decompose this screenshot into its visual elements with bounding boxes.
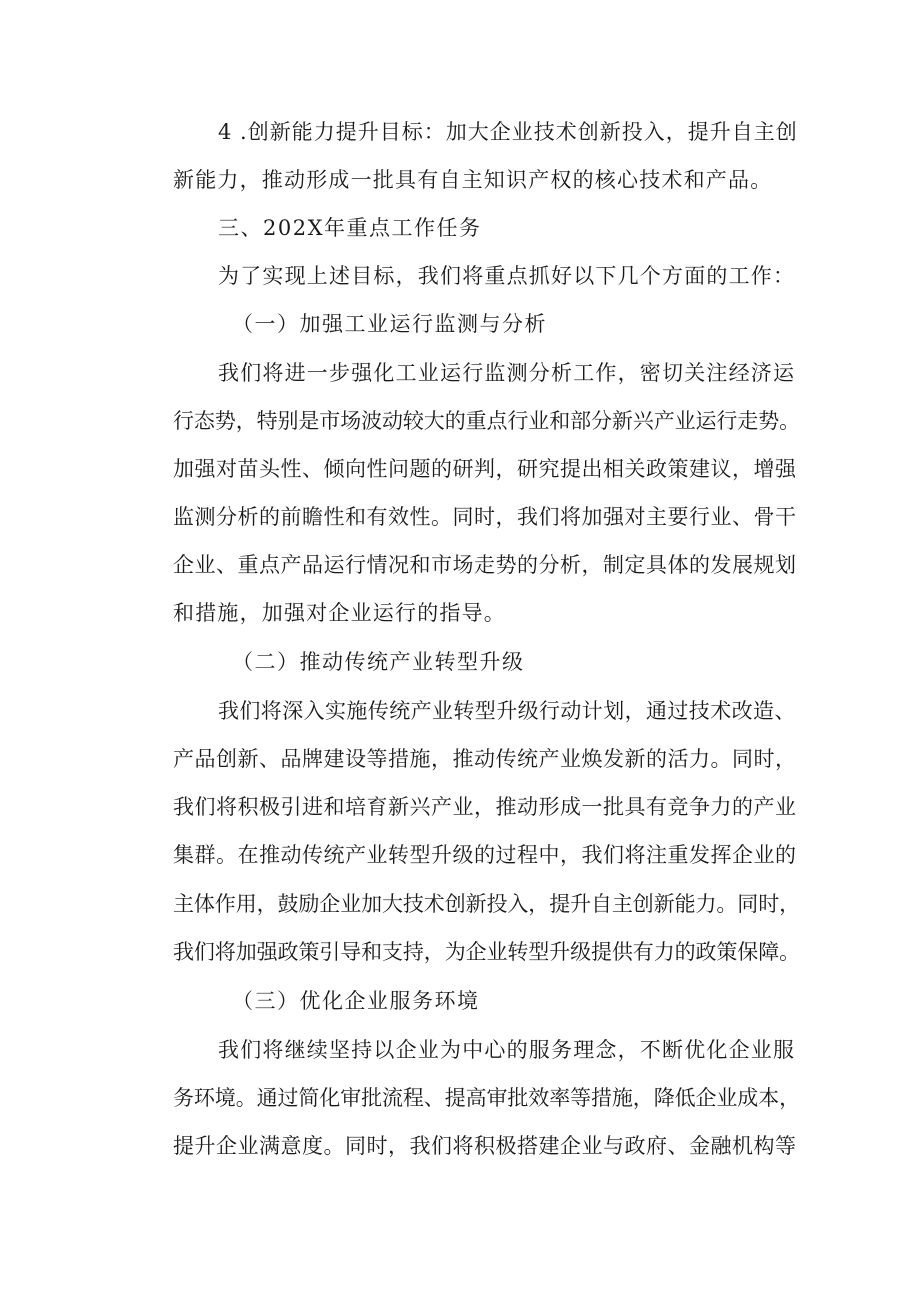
paragraph-line: 企业、重点产品运行情况和市场走势的分析，制定具体的发展规划 [173, 553, 797, 577]
paragraph-line: 主体作用，鼓励企业加大技术创新投入，提升自主创新能力。同时， [173, 892, 800, 916]
paragraph-line: 为了实现上述目标，我们将重点抓好以下几个方面的工作： [218, 264, 796, 288]
subsection-heading: （二）推动传统产业转型升级 [232, 650, 525, 674]
paragraph-line: 我们将继续坚持以企业为中心的服务理念，不断优化企业服 [218, 1038, 796, 1062]
paragraph-line: 和措施，加强对企业运行的指导。 [173, 601, 506, 625]
paragraph-line: 我们将加强政策引导和支持，为企业转型升级提供有力的政策保障。 [173, 940, 800, 964]
paragraph-line: 务环境。通过简化审批流程、提高审批效率等措施，降低企业成本， [173, 1086, 800, 1110]
paragraph-line: 监测分析的前瞻性和有效性。同时，我们将加强对主要行业、骨干 [173, 505, 797, 529]
paragraph-line: 我们将积极引进和培育新兴产业，推动形成一批具有竞争力的产业 [173, 795, 797, 819]
paragraph-line: 新能力，推动形成一批具有自主知识产权的核心技术和产品。 [173, 168, 773, 192]
paragraph-line: 我们将进一步强化工业运行监测分析工作，密切关注经济运 [218, 361, 796, 385]
paragraph-line: 行态势，特别是市场波动较大的重点行业和部分新兴产业运行走势。 [173, 409, 800, 433]
paragraph-line: 提升企业满意度。同时，我们将积极搭建企业与政府、金融机构等 [173, 1134, 797, 1158]
section-heading: 三、202X年重点工作任务 [218, 216, 482, 240]
subsection-heading: （一）加强工业运行监测与分析 [232, 312, 547, 336]
paragraph-line: 我们将深入实施传统产业转型升级行动计划，通过技术改造、 [218, 699, 796, 723]
paragraph-line: 4 .创新能力提升目标：加大企业技术创新投入，提升自主创 [218, 120, 798, 144]
subsection-heading: （三）优化企业服务环境 [232, 989, 480, 1013]
paragraph-line: 集群。在推动传统产业转型升级的过程中，我们将注重发挥企业的 [173, 843, 797, 867]
paragraph-line: 产品创新、品牌建设等措施，推动传统产业焕发新的活力。同时， [173, 747, 797, 771]
paragraph-line: 加强对苗头性、倾向性问题的研判，研究提出相关政策建议，增强 [173, 457, 797, 481]
